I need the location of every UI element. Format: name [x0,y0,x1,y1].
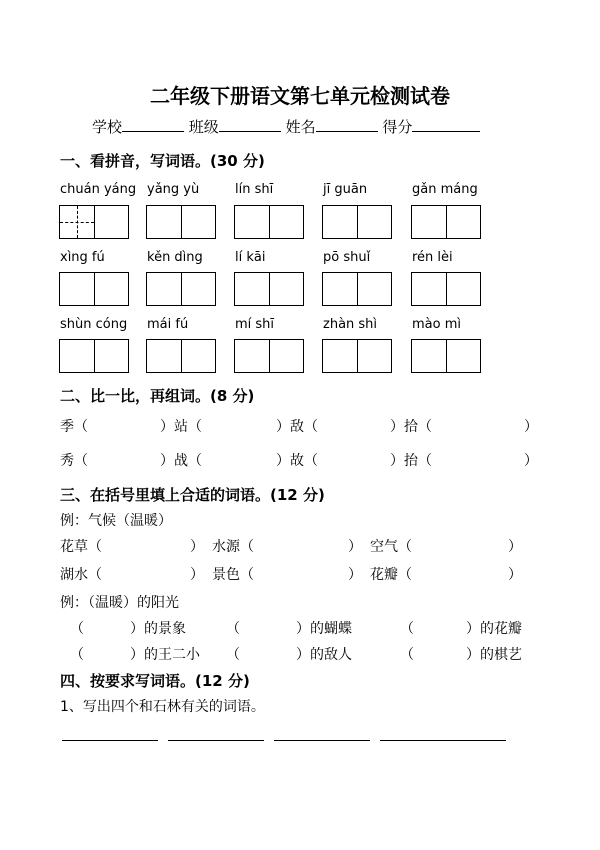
compare-word-segment: ） [524,453,538,469]
compare-word-segment: ）站（ [160,419,202,435]
pinyin-label: lín shī [235,182,274,197]
fill-phrase-segment: （ [70,647,84,663]
pinyin-label: zhàn shì [323,317,378,332]
fill-phrase-segment: （ [226,647,240,663]
fill-word-segment: 空气（ [370,539,412,555]
fill-phrase-segment: （ [400,621,414,637]
answer-line-1[interactable] [62,740,158,741]
section-3-heading: 三、在括号里填上合适的词语。(12 分) [60,486,325,504]
name-blank[interactable] [316,117,378,132]
info-school-label: 学校 [92,118,123,136]
compare-word-segment: 季（ [60,419,88,435]
pinyin-label: kěn dìng [147,250,203,265]
character-box[interactable] [411,205,481,239]
compare-word-segment: ）拾（ [390,419,432,435]
fill-phrase-segment: ）的敌人 [296,647,352,663]
school-blank[interactable] [122,117,184,132]
character-box[interactable] [411,272,481,306]
pinyin-label: pō shuǐ [323,250,371,265]
class-blank[interactable] [219,117,281,132]
answer-line-4[interactable] [380,740,506,741]
pinyin-label: lí kāi [235,250,266,265]
character-box[interactable] [322,205,392,239]
character-box[interactable] [146,205,216,239]
fill-word-segment: ） [190,567,204,583]
fill-word-segment: ） [508,567,522,583]
pinyin-label: jī guān [323,182,368,197]
section-1-heading: 一、看拼音，写词语。(30 分) [60,152,265,170]
fill-phrase-segment: ）的棋艺 [466,647,522,663]
compare-word-segment: ）抬（ [390,453,432,469]
score-blank[interactable] [412,117,480,132]
fill-phrase-segment: ）的蝴蝶 [296,621,352,637]
character-box[interactable] [322,272,392,306]
example-1: 例：气候（温暖） [60,513,172,529]
character-box[interactable] [59,272,129,306]
fill-word-segment: 水源（ [212,539,254,555]
fill-phrase-segment: （ [226,621,240,637]
fill-word-segment: 景色（ [212,567,254,583]
info-score-label: 得分 [382,118,413,136]
answer-line-3[interactable] [274,740,370,741]
character-box[interactable] [411,339,481,373]
answer-line-2[interactable] [168,740,264,741]
character-box[interactable] [234,205,304,239]
section-4-heading: 四、按要求写词语。(12 分) [60,672,250,690]
compare-word-segment: ）敌（ [276,419,318,435]
page-title: 二年级下册语文第七单元检测试卷 [150,84,450,108]
character-box[interactable] [59,339,129,373]
fill-phrase-segment: （ [400,647,414,663]
fill-phrase-segment: （ [70,621,84,637]
compare-word-segment: ） [524,419,538,435]
pinyin-label: mí shī [235,317,275,332]
character-box[interactable] [146,339,216,373]
pinyin-label: gǎn máng [412,182,478,197]
question-4-1: 1、写出四个和石林有关的词语。 [60,699,265,715]
fill-word-segment: 花草（ [60,539,102,555]
pinyin-label: yǎng yù [147,182,200,197]
character-box[interactable] [146,272,216,306]
pinyin-label: xìng fú [60,250,105,265]
example-2: 例：（温暖）的阳光 [60,595,179,611]
fill-word-segment: ） [508,539,522,555]
character-box[interactable] [234,272,304,306]
pinyin-label: mào mì [412,317,461,332]
pinyin-label: mái fú [147,317,189,332]
character-box[interactable] [59,205,129,239]
pinyin-label: rén lèi [412,250,453,265]
info-name-label: 姓名 [285,118,316,136]
fill-phrase-segment: ）的景象 [130,621,186,637]
fill-word-segment: ） [348,539,362,555]
fill-word-segment: 花瓣（ [370,567,412,583]
section-2-heading: 二、比一比，再组词。(8 分) [60,387,255,405]
info-class-label: 班级 [188,118,219,136]
character-box[interactable] [234,339,304,373]
fill-word-segment: ） [348,567,362,583]
fill-phrase-segment: ）的王二小 [130,647,200,663]
student-info-line [92,116,480,137]
pinyin-label: chuán yáng [60,182,137,197]
fill-word-segment: 湖水（ [60,567,102,583]
character-box[interactable] [322,339,392,373]
compare-word-segment: ）战（ [160,453,202,469]
compare-word-segment: 秀（ [60,453,88,469]
fill-word-segment: ） [190,539,204,555]
compare-word-segment: ）故（ [276,453,318,469]
pinyin-label: shùn cóng [60,317,128,332]
fill-phrase-segment: ）的花瓣 [466,621,522,637]
